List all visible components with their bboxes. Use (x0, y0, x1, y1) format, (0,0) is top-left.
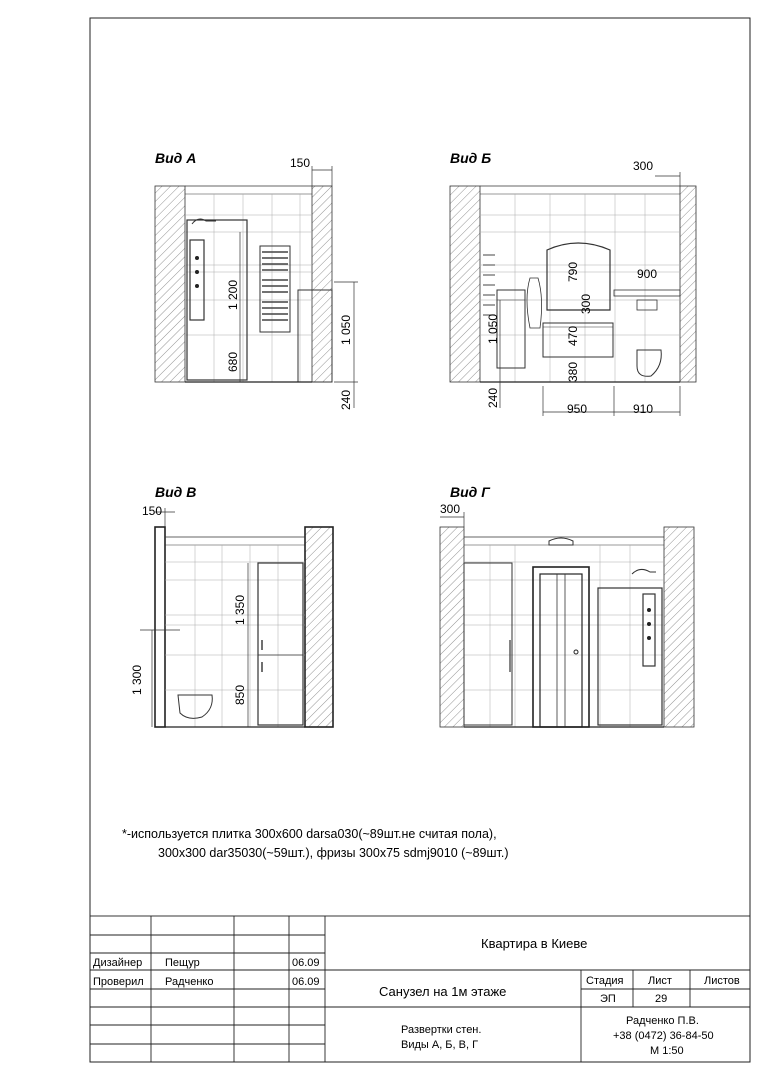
view-a-left-wall (155, 186, 185, 382)
view-b-tall-cabinet (497, 290, 525, 368)
view-b-dim-950: 950 (567, 402, 588, 416)
view-g-cabinet (464, 563, 512, 725)
view-a-dim-h1: 1 200 (226, 279, 240, 310)
view-v-dim-1350: 1 350 (233, 594, 247, 625)
tb-sheet-label: Лист (648, 975, 672, 987)
view-b-towel (527, 278, 542, 328)
tb-author-name: Радченко П.В. (626, 1015, 699, 1027)
view-b-tile-grid (480, 194, 680, 382)
tb-checked-date: 06.09 (292, 976, 320, 988)
view-b-shelf (614, 290, 680, 296)
view-v (130, 484, 333, 727)
view-a-towel-radiator (260, 246, 290, 332)
view-b-dim-300: 300 (579, 293, 593, 314)
view-b-right-wall (680, 186, 696, 382)
sheet-border (90, 18, 750, 1062)
view-b-left-wall (450, 186, 480, 382)
view-g (440, 484, 694, 727)
tb-drawing-line-2: Виды А, Б, В, Г (401, 1039, 479, 1051)
note-line-1: *-используется плитка 300х600 darsa030(~89шт.не считая пола), (122, 827, 497, 841)
view-v-left-wall (155, 527, 165, 727)
view-v-right-wall (305, 527, 333, 727)
tb-designer-date: 06.09 (292, 957, 320, 969)
view-v-title: Вид В (155, 484, 197, 500)
view-a-dim-right: 1 050 (339, 314, 353, 345)
view-a (155, 150, 358, 410)
view-g-door (533, 567, 589, 727)
view-b-dim-900: 900 (637, 267, 658, 281)
tb-project: Квартира в Киеве (481, 936, 588, 951)
title-block-text (93, 936, 740, 1057)
view-g-left-wall (440, 527, 464, 727)
tb-checked-role: Проверил (93, 976, 144, 988)
note-line-2: 300х300 dar35030(~59шт.), фризы 300х75 sdmj9010 (~89шт.) (158, 846, 509, 860)
view-v-dim-left: 1 300 (130, 664, 144, 695)
view-a-shower-panel (190, 240, 204, 320)
view-a-title: Вид А (155, 150, 197, 166)
view-b-dim-bottom: 240 (486, 387, 500, 408)
tb-checked-name: Радченко (165, 976, 214, 988)
view-v-dim-850: 850 (233, 684, 247, 705)
tile-note (122, 827, 509, 860)
tb-stage-value: ЭП (600, 993, 616, 1005)
view-b-flush-plate (637, 300, 657, 310)
view-a-dim-h2: 680 (226, 351, 240, 372)
view-g-title: Вид Г (450, 484, 490, 500)
tb-sheets-label: Листов (704, 975, 740, 987)
view-b-title: Вид Б (450, 150, 492, 166)
view-b-toilet (637, 350, 661, 376)
view-b-dim-top: 300 (633, 159, 654, 173)
tb-stage-label: Стадия (586, 975, 624, 987)
tb-designer-role: Дизайнер (93, 957, 143, 969)
view-v-dim-top: 150 (142, 504, 163, 518)
view-b (450, 150, 696, 416)
view-v-cabinet (258, 563, 303, 725)
view-g-lamp (549, 538, 573, 545)
view-b-dim-left: 1 050 (486, 313, 500, 344)
view-g-dim-top: 300 (440, 502, 461, 516)
view-b-dim-910: 910 (633, 402, 654, 416)
tb-scale: М 1:50 (650, 1045, 684, 1057)
view-b-dim-790: 790 (566, 261, 580, 282)
tb-author-phone: +38 (0472) 36-84-50 (613, 1030, 714, 1042)
view-b-dim-380: 380 (566, 361, 580, 382)
view-b-dim-470: 470 (566, 325, 580, 346)
view-g-right-wall (664, 527, 694, 727)
view-a-dim-top: 150 (290, 156, 311, 170)
tb-room: Санузел на 1м этаже (379, 984, 507, 999)
view-a-dim-bottom: 240 (339, 389, 353, 410)
tb-sheet-value: 29 (655, 993, 668, 1005)
tb-drawing-line-1: Развертки стен. (401, 1024, 482, 1036)
tb-designer-name: Пещур (165, 957, 200, 969)
view-a-right-wall (312, 186, 332, 382)
